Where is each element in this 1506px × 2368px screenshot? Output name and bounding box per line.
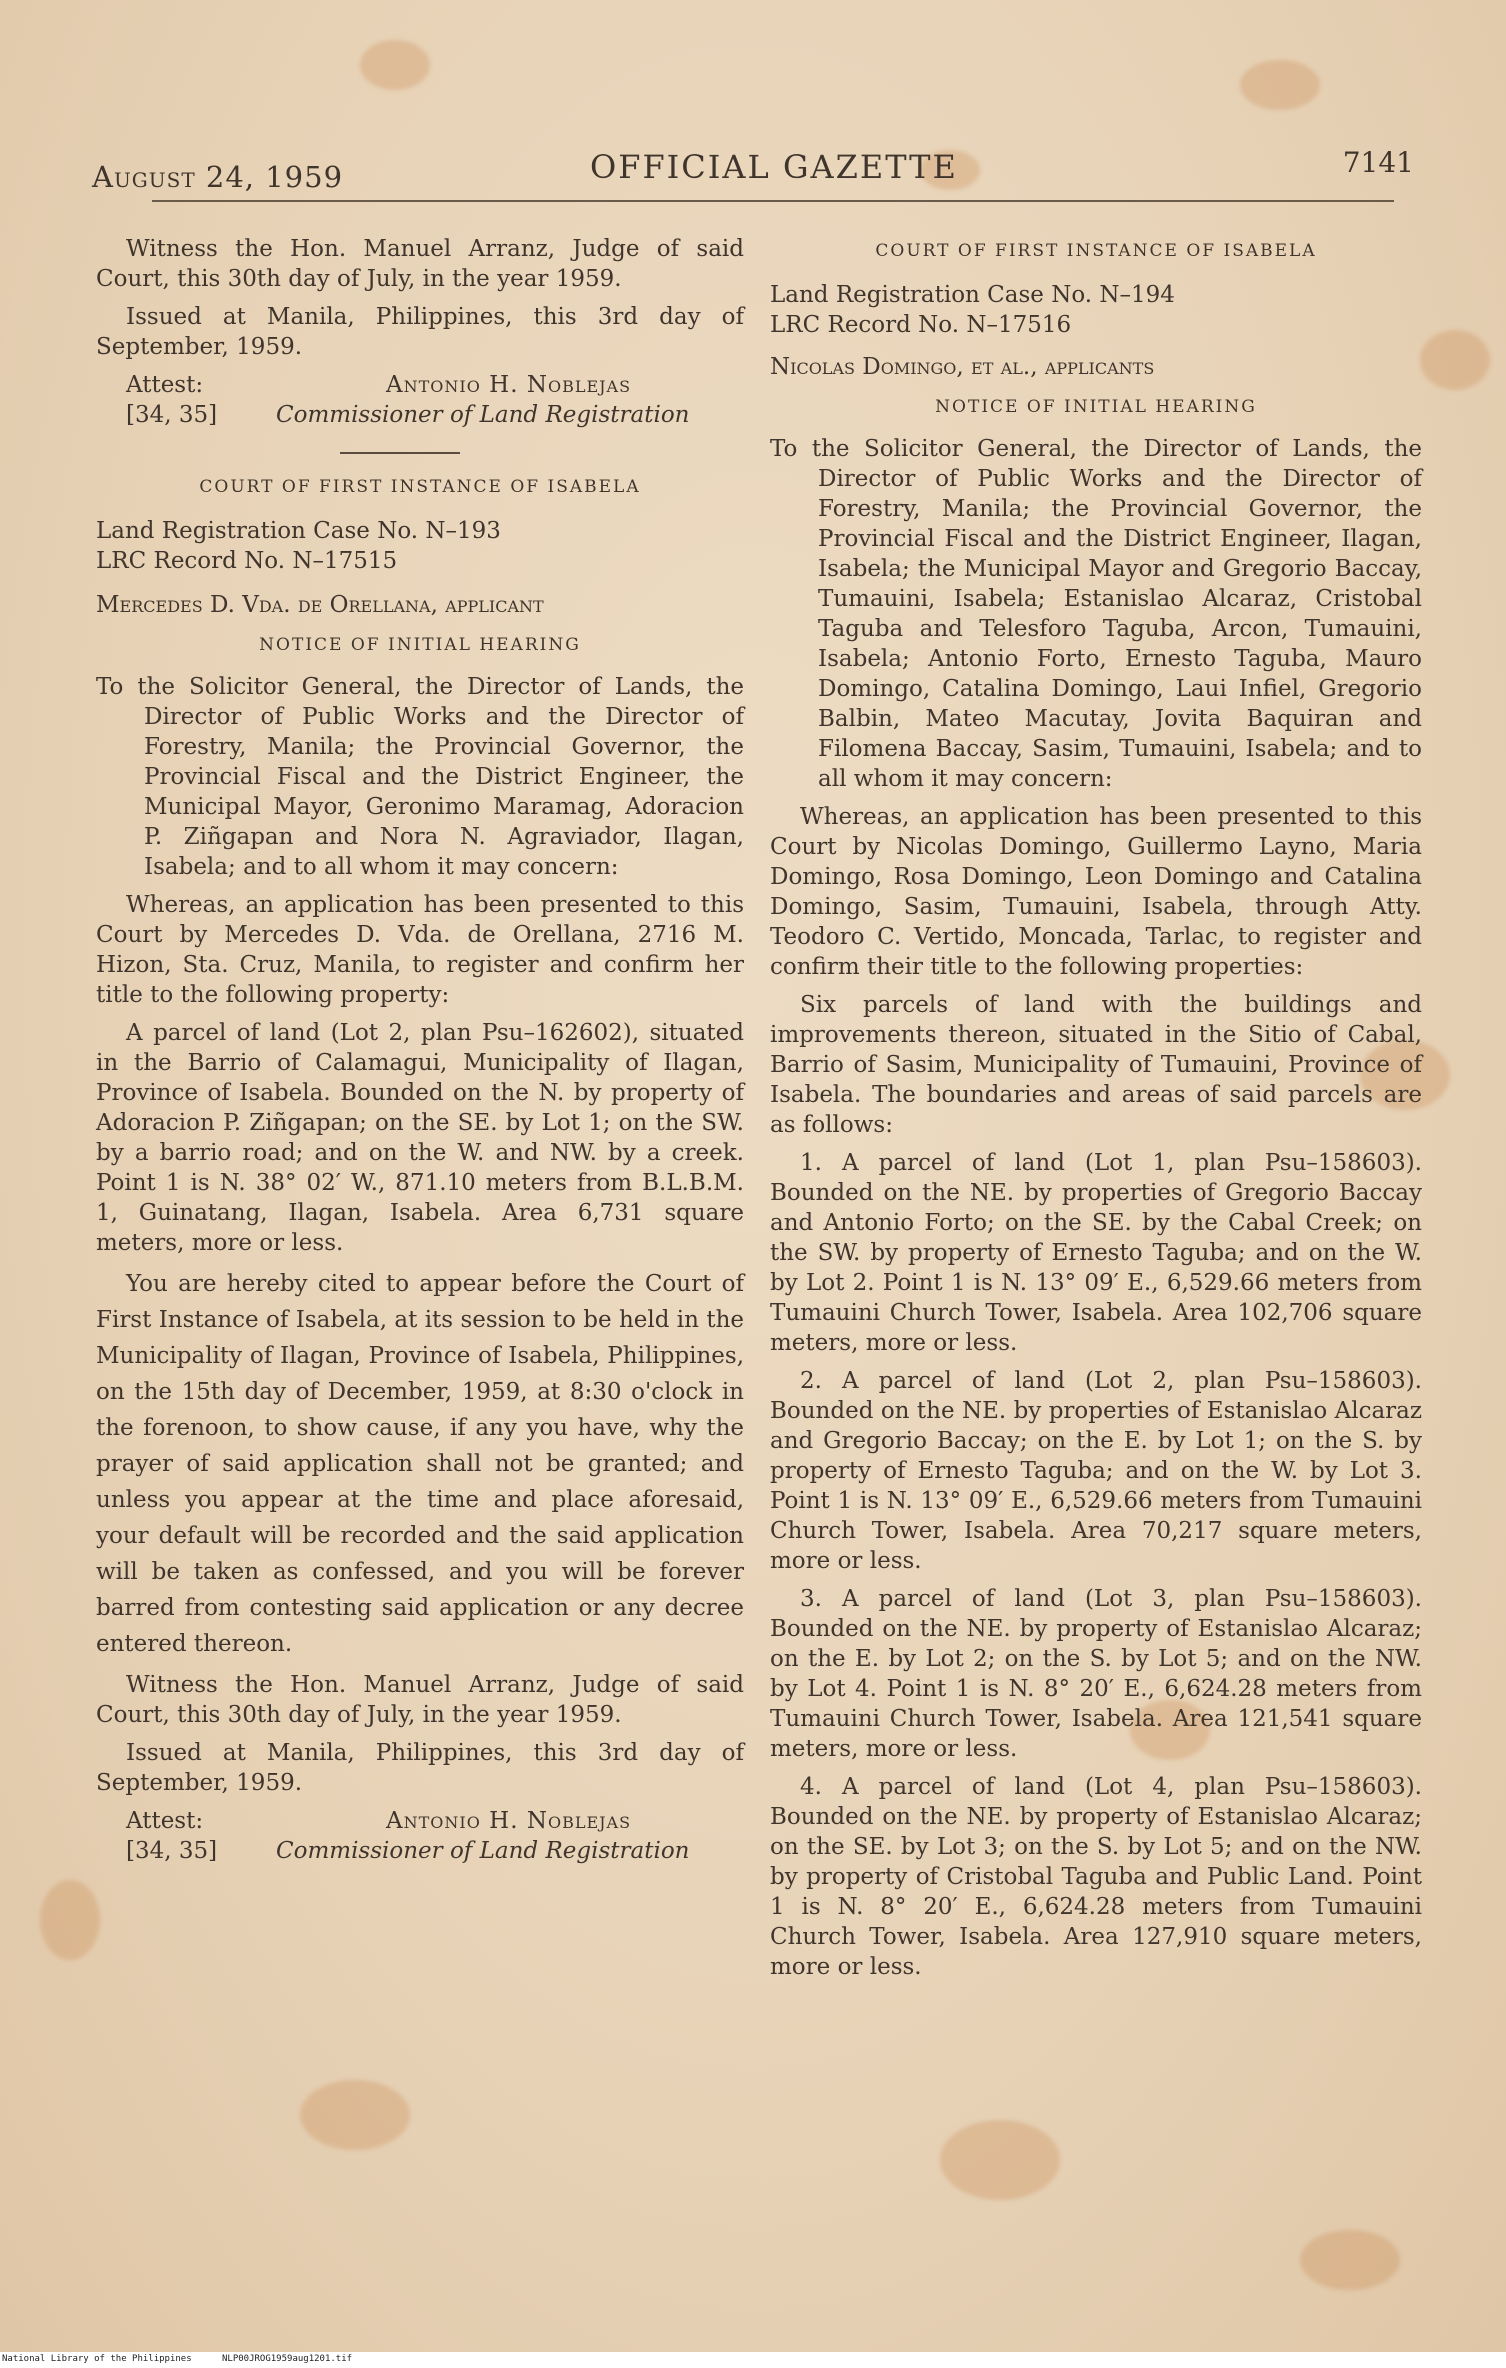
commissioner-name: Antonio H. Noblejas (386, 1808, 632, 1834)
lrc-record: LRC Record No. N–17515 (96, 548, 398, 574)
commissioner-title: Commissioner of Land Registration (276, 402, 690, 428)
attest-ref: [34, 35] (126, 1838, 218, 1864)
whereas-paragraph: Whereas, an application has been presented to this Court by Mercedes D. Vda. de Orellana, 2716 M. Hizon, Sta. Cruz, Manila, to register and confirm her title to the following property: (96, 892, 744, 1008)
parcel-paragraph: A parcel of land (Lot 2, plan Psu–162602), situated in the Barrio of Calamagui, Municipality of Ilagan, Province of Isabela. Bounded on the N. by property of Adoracion P. Ziñgapan; on the SE. by Lot 1; on the SW. by a barrio road; and on the W. and NW. by a creek. Point 1 is N. 38° 02′ W., 871.10 meters from B.L.B.M. 1, Guinatang, Ilagan, Isabela. Area 6,731 square meters, more or less. (96, 1020, 744, 1256)
stain (360, 40, 430, 90)
lrc-record: LRC Record No. N–17516 (770, 312, 1072, 338)
stain (940, 2120, 1060, 2200)
section-divider (340, 452, 460, 454)
issue-date: August 24, 1959 (92, 160, 344, 194)
right-column (770, 232, 1422, 1990)
addressee-paragraph: To the Solicitor General, the Director of Lands, the Director of Public Works and the Director of Forestry, Manila; the Provincial Governor, the Provincial Fiscal and the District Engineer, the Municipal Mayor, Geronimo Maramag, Adoracion P. Ziñgapan and Nora N. Agraviador, Ilagan, Isabela; and to all whom it may concern: (96, 674, 744, 880)
stain (40, 1880, 100, 1960)
stain (300, 2080, 410, 2150)
page-number: 7141 (1342, 146, 1414, 179)
applicant-line: Nicolas Domingo, et al., applicants (770, 354, 1155, 380)
file-name: NLP00JROG1959aug1201.tif (222, 2354, 353, 2364)
attest-label: Attest: (126, 372, 204, 398)
stain (1420, 330, 1490, 390)
stain (1300, 2230, 1400, 2290)
attest-ref: [34, 35] (126, 402, 218, 428)
court-heading: COURT OF FIRST INSTANCE OF ISABELA (875, 241, 1317, 261)
lot-1-paragraph: 1. A parcel of land (Lot 1, plan Psu–158603). Bounded on the NE. by properties of Gregorio Baccay and Antonio Forto; on the SE. by the Cabal Creek; on the SW. by property of Ernesto Taguba; and on the W. by Lot 2. Point 1 is N. 13° 09′ E., 6,529.66 meters from Tumauini Church Tower, Isabela. Area 102,706 square meters, more or less. (770, 1150, 1422, 1356)
court-heading: COURT OF FIRST INSTANCE OF ISABELA (199, 477, 641, 497)
lot-4-paragraph: 4. A parcel of land (Lot 4, plan Psu–158603). Bounded on the NE. by property of Estanislao Alcaraz; on the SE. by Lot 3; on the S. by Lot 5; and on the NW. by property of Cristobal Taguba and Public Land. Point 1 is N. 8° 20′ E., 6,624.28 meters from Tumauini Church Tower, Isabela. Area 127,910 square meters, more or less. (770, 1774, 1422, 1980)
witness-paragraph: Witness the Hon. Manuel Arranz, Judge of said Court, this 30th day of July, in the year 1959. (96, 1672, 744, 1728)
whereas-paragraph: Whereas, an application has been presented to this Court by Nicolas Domingo, Guillermo Layno, Maria Domingo, Rosa Domingo, Leon Domingo and Catalina Domingo, Sasim, Tumauini, Isabela, through Atty. Teodoro C. Vertido, Moncada, Tarlac, to register and confirm their title to the following properties: (770, 804, 1422, 980)
library-credit: National Library of the Philippines (2, 2354, 192, 2364)
six-parcels-paragraph: Six parcels of land with the buildings and improvements thereon, situated in the Sitio of Cabal, Barrio of Sasim, Municipality of Tumauini, Province of Isabela. The boundaries and areas of said parcels are as follows: (770, 992, 1422, 1138)
scan-footer (0, 2352, 1506, 2368)
header-rule (152, 200, 1394, 202)
lot-2-paragraph: 2. A parcel of land (Lot 2, plan Psu–158603). Bounded on the NE. by properties of Estanislao Alcaraz and Gregorio Baccay; on the E. by Lot 1; on the S. by property of Ernesto Taguba; and on the W. by Lot 3. Point 1 is N. 13° 09′ E., 6,529.66 meters from Tumauini Church Tower, Isabela. Area 70,217 square meters, more or less. (770, 1368, 1422, 1574)
notice-heading: NOTICE OF INITIAL HEARING (259, 635, 581, 655)
case-number: Land Registration Case No. N–193 (96, 518, 501, 544)
page-header (92, 144, 1414, 204)
attestation (96, 1806, 744, 1868)
notice-heading: NOTICE OF INITIAL HEARING (935, 397, 1257, 417)
commissioner-title: Commissioner of Land Registration (276, 1838, 690, 1864)
stain (1240, 60, 1320, 110)
attestation (96, 370, 744, 432)
left-column (96, 234, 744, 1874)
addressee-paragraph: To the Solicitor General, the Director of Lands, the Director of Public Works and the Director of Forestry, Manila; the Provincial Governor, the Provincial Fiscal and the District Engineer, Ilagan, Isabela; the Municipal Mayor and Gregorio Baccay, Tumauini, Isabela; Estanislao Alcaraz, Cristobal Taguba and Telesforo Taguba, Arcon, Tumauini, Isabela; Antonio Forto, Ernesto Taguba, Mauro Domingo, Catalina Domingo, Laui Infiel, Gregorio Balbin, Mateo Macutay, Jovita Baquiran and Filomena Baccay, Sasim, Tumauini, Isabela; and to all whom it may concern: (770, 436, 1422, 792)
attest-label: Attest: (126, 1808, 204, 1834)
applicant-line: Mercedes D. Vda. de Orellana, applicant (96, 592, 544, 618)
case-number: Land Registration Case No. N–194 (770, 282, 1175, 308)
publication-title: OFFICIAL GAZETTE (590, 148, 958, 186)
citation-paragraph: You are hereby cited to appear before the Court of First Instance of Isabela, at its session to be held in the Municipality of Ilagan, Province of Isabela, Philippines, on the 15th day of December, 1959, at 8:30 o'clock in the forenoon, to show cause, if any you have, why the prayer of said application shall not be granted; and unless you appear at the time and place aforesaid, your default will be recorded and the said application will be taken as confessed, and you will be forever barred from contesting said application or any decree entered thereon. (96, 1271, 744, 1657)
issued-paragraph: Issued at Manila, Philippines, this 3rd day of September, 1959. (96, 1740, 744, 1796)
witness-paragraph: Witness the Hon. Manuel Arranz, Judge of said Court, this 30th day of July, in the year 1959. (96, 236, 744, 292)
lot-3-paragraph: 3. A parcel of land (Lot 3, plan Psu–158603). Bounded on the NE. by property of Estanislao Alcaraz; on the E. by Lot 2; on the S. by Lot 5; and on the NW. by Lot 4. Point 1 is N. 8° 20′ E., 6,624.28 meters from Tumauini Church Tower, Isabela. Area 121,541 square meters, more or less. (770, 1586, 1422, 1762)
issued-paragraph: Issued at Manila, Philippines, this 3rd day of September, 1959. (96, 304, 744, 360)
commissioner-name: Antonio H. Noblejas (386, 372, 632, 398)
